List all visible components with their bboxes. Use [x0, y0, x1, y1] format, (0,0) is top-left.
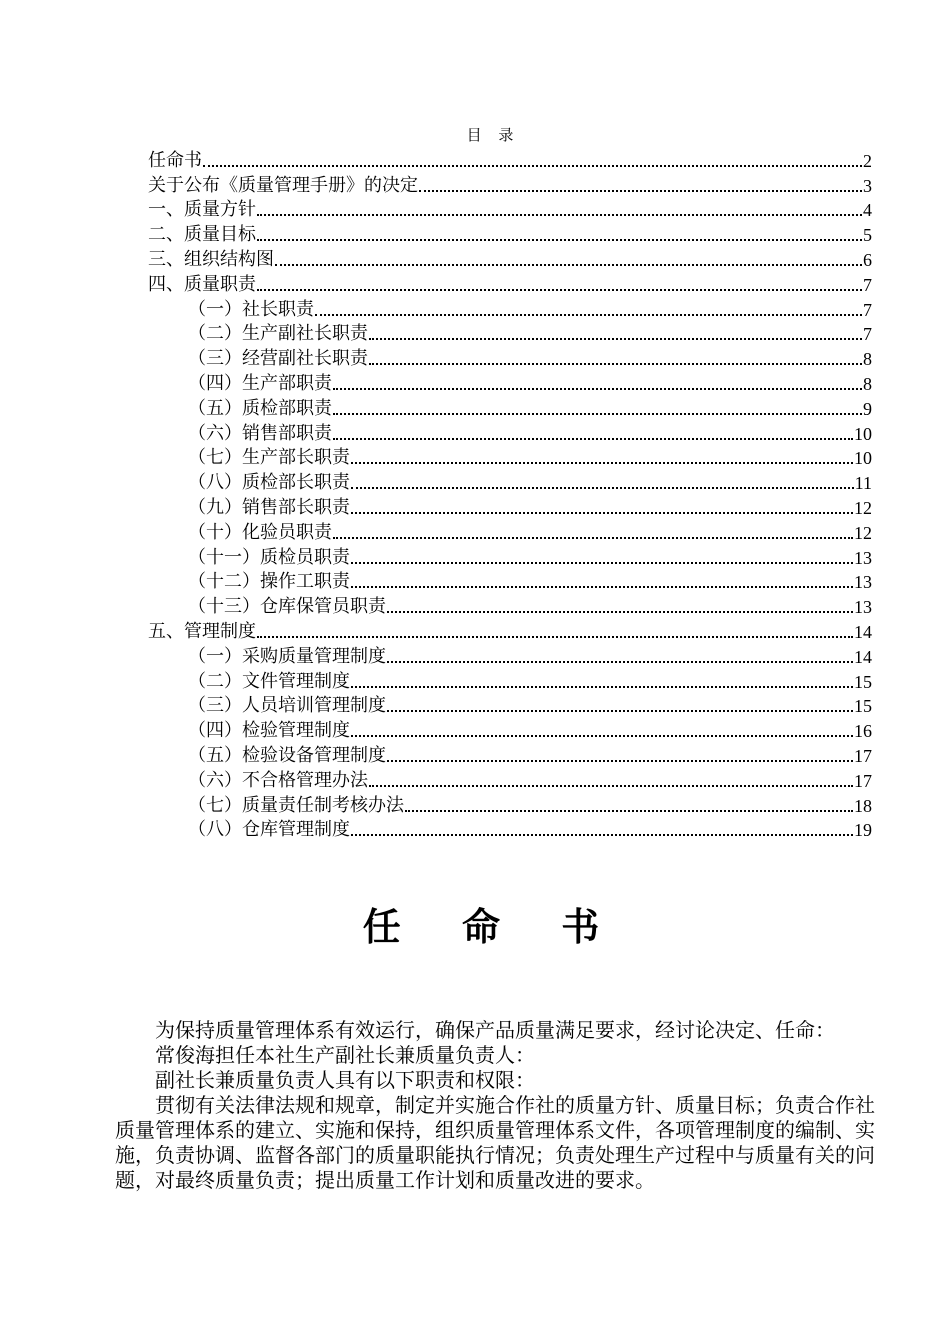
toc-entry-label: （九）销售部长职责: [188, 496, 350, 518]
body-paragraph: 副社长兼质量负责人具有以下职责和权限：: [155, 1068, 535, 1092]
toc-entry-page: 10: [854, 448, 872, 469]
toc-entry-page: 13: [854, 547, 872, 568]
toc-leader-dots: [257, 636, 853, 638]
toc-leader-dots: [387, 661, 853, 663]
toc-entry[interactable]: [148, 743, 872, 768]
toc-entry-page: 17: [854, 745, 872, 766]
toc-entry-label: 二、质量目标: [148, 224, 256, 246]
toc-entry-label: （十二）操作工职责: [188, 571, 350, 593]
body-paragraph: 常俊海担任本社生产副社长兼质量负责人：: [155, 1043, 535, 1067]
toc-entry-label: （七）生产部长职责: [188, 447, 350, 469]
body-paragraph: 贯彻有关法律法规和规章，制定并实施合作社的质量方针、质量目标；负责合作社质量管理体系的建立、实施和保持，组织质量管理体系文件，各项管理制度的编制、实施，负责协调、监督各部门的质量职能执行情况；负责处理生产过程中与质量有关的问题，对最终质量负责；提出质量工作计划和质量改进的要求。: [115, 1093, 875, 1192]
toc-entry-page: 9: [863, 398, 872, 419]
toc-entry-label: （十一）质检员职责: [188, 546, 350, 568]
section-heading: 任 命 书: [362, 904, 624, 949]
toc-leader-dots: [351, 487, 854, 489]
toc-entry-page: 13: [854, 597, 872, 618]
toc-entry[interactable]: [148, 520, 872, 545]
toc-title: 目 录: [466, 126, 520, 144]
toc-entry[interactable]: [148, 570, 872, 595]
toc-entry[interactable]: [148, 694, 872, 719]
toc-entry-label: （七）质量责任制考核办法: [188, 794, 404, 816]
toc-entry-page: 14: [854, 646, 872, 667]
toc-entry-label: （四）检验管理制度: [188, 720, 350, 742]
toc-entry-label: （五）质检部职责: [188, 397, 332, 419]
toc-entry-page: 7: [863, 274, 872, 295]
body-paragraph: 为保持质量管理体系有效运行，确保产品质量满足要求，经讨论决定、任命：: [155, 1018, 835, 1042]
toc-entry[interactable]: [148, 396, 872, 421]
toc-entry[interactable]: [148, 718, 872, 743]
toc-entry-label: （二）生产副社长职责: [188, 323, 368, 345]
toc-entry[interactable]: [148, 495, 872, 520]
toc-entry-page: 8: [863, 373, 872, 394]
toc-entry[interactable]: [148, 594, 872, 619]
toc-leader-dots: [369, 338, 862, 340]
toc-leader-dots: [203, 165, 862, 167]
toc-leader-dots: [257, 214, 862, 216]
toc-entry[interactable]: [148, 793, 872, 818]
toc-entry-label: 三、组织结构图: [148, 248, 274, 270]
toc-entry[interactable]: [148, 669, 872, 694]
toc-entry-page: 11: [854, 473, 872, 494]
toc-leader-dots: [351, 686, 853, 688]
toc-entry-page: 12: [854, 497, 872, 518]
toc-entry[interactable]: [148, 272, 872, 297]
toc-entry-page: 7: [863, 324, 872, 345]
toc-entry-page: 10: [854, 423, 872, 444]
toc-leader-dots: [369, 363, 862, 365]
toc-leader-dots: [351, 586, 853, 588]
toc-entry-label: 任命书: [148, 149, 202, 171]
toc-entry-label: （一）社长职责: [188, 298, 314, 320]
toc-leader-dots: [351, 834, 853, 836]
toc-leader-dots: [333, 438, 853, 440]
toc-entry-page: 14: [854, 621, 872, 642]
toc-entry-page: 12: [854, 522, 872, 543]
toc-leader-dots: [351, 735, 853, 737]
toc-entry-label: （八）仓库管理制度: [188, 819, 350, 841]
toc-leader-dots: [257, 289, 862, 291]
toc-entry-page: 16: [854, 721, 872, 742]
table-of-contents: [148, 148, 872, 842]
toc-entry-page: 8: [863, 349, 872, 370]
toc-entry-label: （五）检验设备管理制度: [188, 744, 386, 766]
toc-entry-label: 五、管理制度: [148, 620, 256, 642]
toc-leader-dots: [387, 611, 853, 613]
toc-leader-dots: [275, 264, 862, 266]
toc-entry-page: 19: [854, 820, 872, 841]
toc-entry-label: 关于公布《质量管理手册》的决定: [148, 174, 418, 196]
toc-entry[interactable]: [148, 446, 872, 471]
toc-entry-label: （八）质检部长职责: [188, 472, 350, 494]
toc-entry-label: （一）采购质量管理制度: [188, 645, 386, 667]
toc-entry-page: 4: [863, 200, 872, 221]
toc-entry[interactable]: [148, 222, 872, 247]
toc-entry-label: （二）文件管理制度: [188, 670, 350, 692]
toc-entry[interactable]: [148, 198, 872, 223]
toc-entry[interactable]: [148, 818, 872, 843]
toc-entry[interactable]: [148, 148, 872, 173]
toc-leader-dots: [351, 562, 853, 564]
toc-entry-page: 6: [863, 249, 872, 270]
toc-entry[interactable]: [148, 297, 872, 322]
toc-entry-page: 3: [863, 175, 872, 196]
toc-leader-dots: [257, 239, 862, 241]
toc-leader-dots: [351, 512, 853, 514]
toc-entry[interactable]: [148, 247, 872, 272]
toc-entry-page: 15: [854, 696, 872, 717]
toc-leader-dots: [333, 537, 853, 539]
toc-leader-dots: [315, 314, 862, 316]
toc-entry-page: 18: [854, 795, 872, 816]
toc-entry-label: （四）生产部职责: [188, 372, 332, 394]
toc-leader-dots: [405, 810, 853, 812]
toc-entry-page: 5: [863, 225, 872, 246]
toc-entry[interactable]: [148, 768, 872, 793]
toc-entry-page: 15: [854, 671, 872, 692]
toc-entry-label: （六）销售部职责: [188, 422, 332, 444]
toc-entry-label: 四、质量职责: [148, 273, 256, 295]
toc-entry-label: （十三）仓库保管员职责: [188, 596, 386, 618]
toc-entry[interactable]: [148, 371, 872, 396]
toc-entry[interactable]: [148, 619, 872, 644]
toc-entry-page: 17: [854, 770, 872, 791]
toc-entry[interactable]: [148, 322, 872, 347]
toc-entry-page: 7: [863, 299, 872, 320]
toc-entry-page: 13: [854, 572, 872, 593]
toc-leader-dots: [419, 190, 862, 192]
toc-entry-label: 一、质量方针: [148, 199, 256, 221]
toc-entry-label: （三）经营副社长职责: [188, 348, 368, 370]
toc-entry[interactable]: [148, 545, 872, 570]
toc-leader-dots: [387, 710, 853, 712]
toc-entry[interactable]: [148, 421, 872, 446]
toc-entry-label: （十）化验员职责: [188, 521, 332, 543]
toc-leader-dots: [387, 760, 853, 762]
toc-entry[interactable]: [148, 470, 872, 495]
section-body: [115, 1018, 875, 1193]
toc-entry-page: 2: [863, 150, 872, 171]
toc-entry[interactable]: [148, 346, 872, 371]
toc-leader-dots: [369, 785, 853, 787]
toc-leader-dots: [333, 413, 862, 415]
toc-entry[interactable]: [148, 173, 872, 198]
toc-leader-dots: [351, 462, 853, 464]
toc-entry-label: （六）不合格管理办法: [188, 769, 368, 791]
toc-entry-label: （三）人员培训管理制度: [188, 695, 386, 717]
toc-entry[interactable]: [148, 644, 872, 669]
toc-leader-dots: [333, 388, 862, 390]
